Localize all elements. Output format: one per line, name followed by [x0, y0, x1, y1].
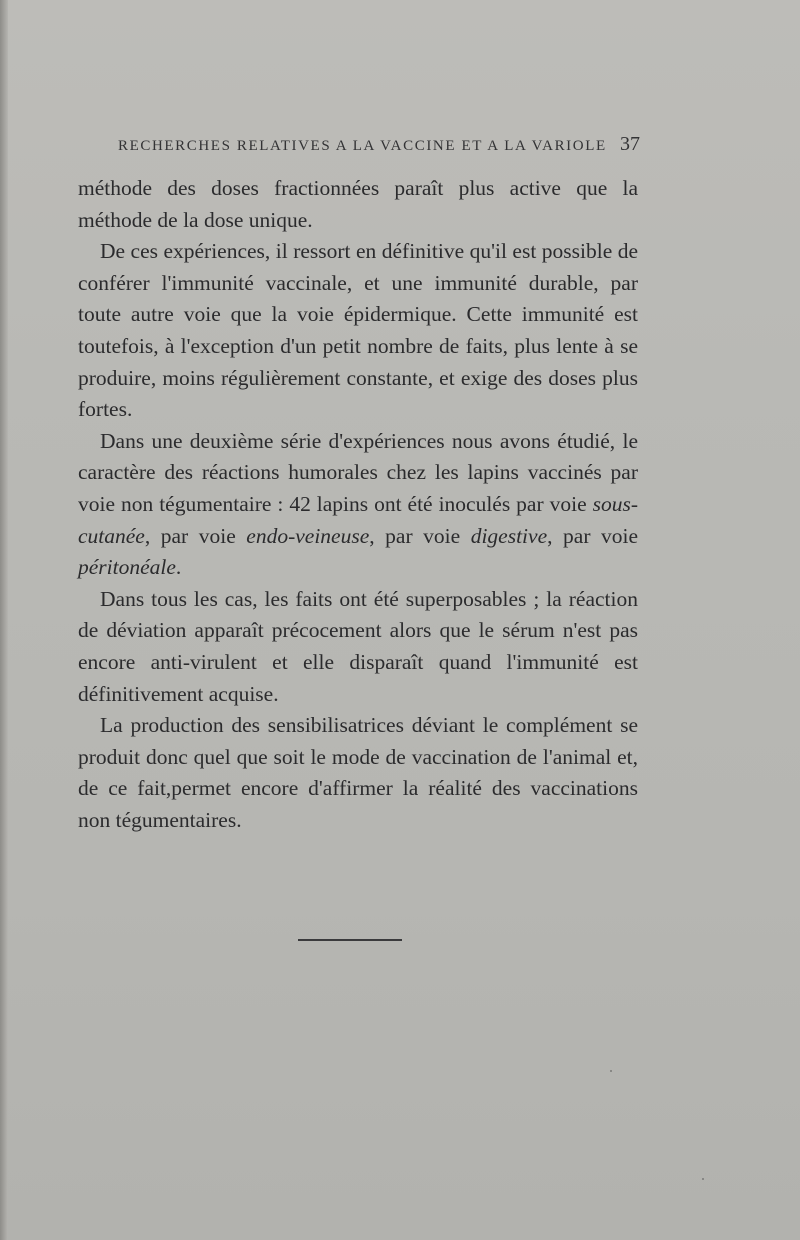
text-run: , par voie: [369, 523, 471, 548]
paper-speck: [702, 1178, 704, 1180]
paragraph-sensitizers: La production des sensibilisatrices déviant le complément se produit donc quel que soit le mode de vaccination de l'animal et, de ce fait,permet encore d'affirmer la réalité des vaccinations non tégumentaires.: [78, 713, 638, 832]
italic-route-subcutaneous: sous-cutanée: [78, 491, 638, 548]
running-head-title: RECHERCHES RELATIVES A LA VACCINE ET A LA VARIOLE: [118, 138, 607, 154]
page-edge-shadow: [0, 0, 8, 1240]
text-run: Dans une deuxième série d'expériences nous avons étudié, le caractère des réactions humorales chez les lapins vaccinés par voie non tégumentaire : 42 lapins ont été inoculés par voie: [78, 428, 638, 516]
paper-speck: [610, 1070, 612, 1072]
running-head: [118, 133, 640, 156]
section-end-rule: [298, 939, 402, 941]
paragraph-all-cases: Dans tous les cas, les faits ont été superposables ; la réaction de déviation apparaît précocement alors que le sérum n'est pas encore anti-virulent et elle disparaît quand l'immunité est définitivement acquise.: [78, 586, 638, 706]
paragraph-second-series: [78, 426, 638, 584]
text-run: , par voie: [547, 523, 639, 548]
paragraph-continuation: méthode des doses fractionnées paraît plus active que la méthode de la dose unique.: [78, 176, 638, 232]
paragraph-conclusion: De ces expériences, il ressort en définitive qu'il est possible de conférer l'immunité vaccinale, et une immunité durable, par toute autre voie que la voie épidermique. Cette immunité est toutefois, à l'exception d'un petit nombre de faits, plus lente à se produire, moins régulièrement constante, et exige des doses plus fortes.: [78, 239, 638, 422]
body-text: [78, 173, 638, 836]
text-run: .: [175, 555, 182, 580]
italic-route-intravenous: endo-veineuse: [246, 523, 370, 548]
text-run: , par voie: [144, 523, 247, 548]
italic-route-digestive: digestive: [470, 523, 548, 548]
italic-route-peritoneal: péritonéale: [78, 555, 176, 580]
page-number: 37: [620, 133, 640, 155]
